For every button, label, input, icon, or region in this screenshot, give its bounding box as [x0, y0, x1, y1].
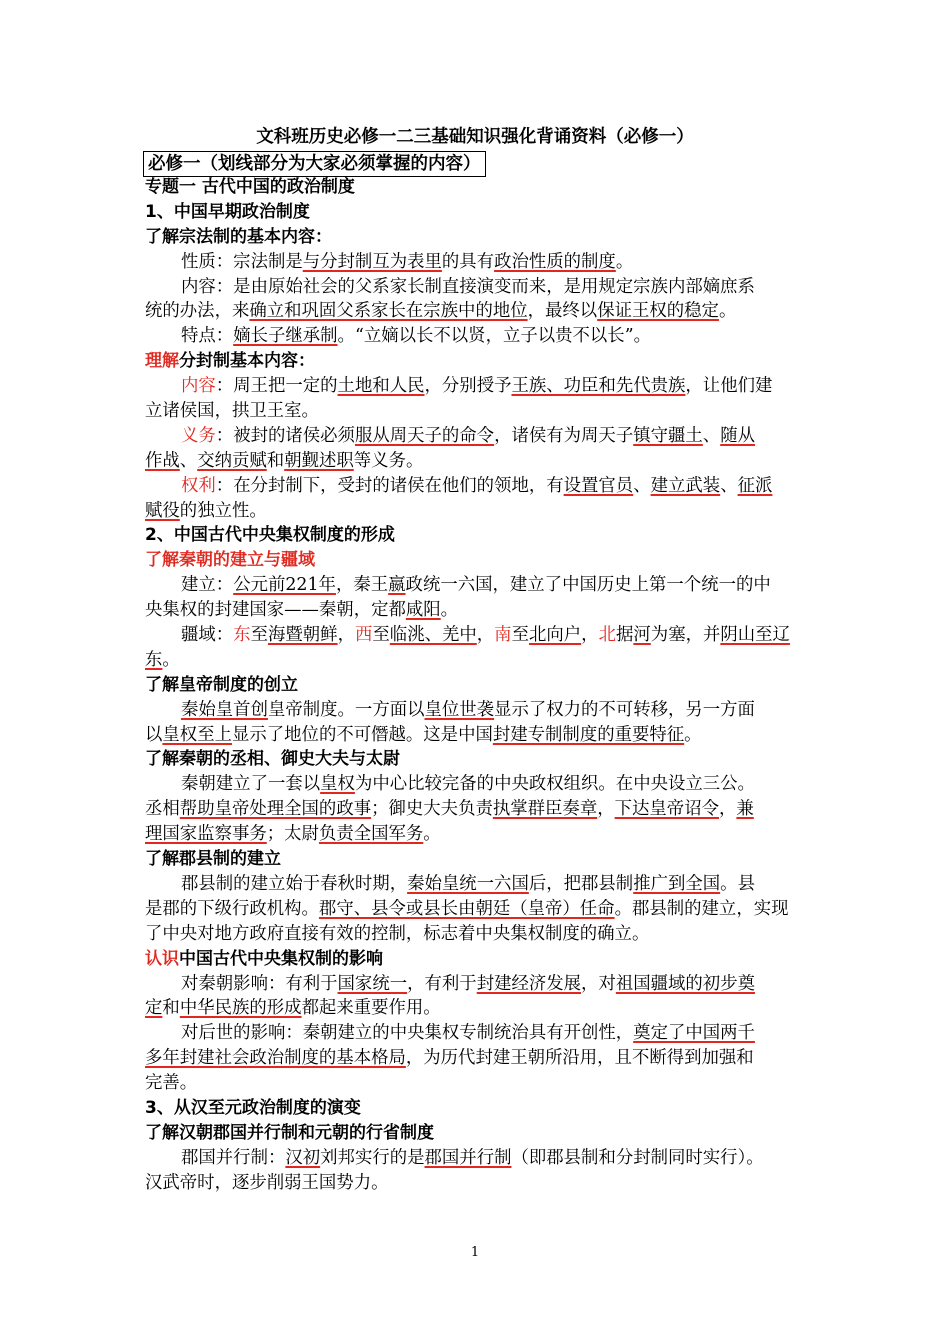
- text-segment: 郡国并行制：: [181, 1147, 286, 1168]
- text-segment: 、: [702, 425, 721, 446]
- section-heading: [145, 200, 810, 225]
- text-segment: 至: [372, 625, 390, 646]
- underlined-key-text: 奠定了中国两千: [633, 1023, 755, 1044]
- text-segment: 、: [633, 475, 651, 496]
- text-line: [145, 1146, 810, 1171]
- section-heading: [145, 175, 810, 200]
- text-segment: 。: [684, 724, 702, 745]
- text-segment: 是郡的下级行政机构。: [145, 898, 319, 919]
- text-segment: 汉武帝时，逐步削弱王国势力。: [145, 1172, 389, 1193]
- underlined-key-text: 皇位世袭: [424, 699, 495, 720]
- text-line: [145, 573, 810, 598]
- text-segment: 政统一六国，建立了中国历史上第一个统一的中: [405, 575, 771, 596]
- text-segment: 专题一 古代中国的政治制度: [145, 177, 355, 197]
- text-segment: 、: [179, 450, 198, 471]
- text-segment: 统的办法，来: [145, 301, 250, 322]
- underlined-key-text: 朝觐述职: [284, 450, 354, 471]
- text-segment: ，最终以: [527, 301, 598, 322]
- text-segment: 。: [615, 251, 634, 272]
- underlined-key-text: 祖国疆域的初步奠: [615, 973, 755, 994]
- text-segment: ，为历代封建王朝所沿用，且不断得到加强和: [405, 1048, 754, 1069]
- underlined-key-text: 设置官员: [563, 475, 634, 496]
- text-segment: 的具有: [441, 251, 495, 272]
- text-segment: 。郡县制的建立，实现: [614, 898, 789, 919]
- text-segment: 后，把郡县制: [528, 873, 634, 894]
- text-segment: 至: [250, 625, 268, 646]
- text-segment: 立诸侯国，拱卫王室。: [145, 401, 319, 422]
- text-segment: 性质：宗法制是: [181, 251, 303, 272]
- red-emphasis-text: 西: [354, 625, 373, 646]
- underlined-key-text: 土地和人民: [337, 376, 425, 397]
- text-segment: 3、从汉至元政治制度的演变: [145, 1097, 361, 1118]
- text-segment: ：在分封制下，受封的诸侯在他们的领地，有: [215, 475, 564, 496]
- text-segment: ，: [718, 799, 737, 820]
- text-line: [145, 1171, 810, 1196]
- text-segment: ；御史大夫负责: [371, 799, 493, 820]
- section-heading: [145, 673, 810, 698]
- underlined-key-text: 作战: [145, 450, 180, 471]
- text-segment: 、: [720, 475, 738, 496]
- underlined-key-text: 镇守疆土: [633, 425, 703, 446]
- text-segment: 刘邦实行的是: [320, 1147, 425, 1168]
- underlined-key-text: 赋役: [145, 500, 180, 521]
- underlined-key-text: 执掌群臣奏章: [492, 799, 598, 820]
- text-segment: 据: [615, 625, 634, 646]
- text-line: [145, 374, 810, 399]
- red-emphasis-text: 认识: [145, 948, 179, 969]
- red-emphasis-text: 义务: [181, 425, 216, 446]
- section-heading: [145, 747, 810, 772]
- text-segment: ；太尉: [266, 824, 319, 845]
- red-emphasis-text: 东: [233, 625, 251, 646]
- text-segment: 了解秦朝的丞相、御史大夫与太尉: [145, 749, 400, 770]
- underlined-key-text: 征派: [737, 475, 773, 496]
- underlined-key-text: 秦始皇统一六国: [407, 873, 529, 894]
- text-segment: 为中心比较完备的中央政权组织。在中央设立三公。: [354, 774, 755, 795]
- underlined-key-text: 政治性质的制度: [494, 251, 616, 272]
- underlined-key-text: 封建专制制度的重要特征: [492, 724, 685, 745]
- text-line: [145, 922, 810, 947]
- underlined-key-text: 定: [145, 998, 163, 1019]
- text-line: [145, 822, 810, 847]
- underlined-key-text: 服从周天子的命令: [354, 425, 495, 446]
- section-heading: [145, 947, 810, 972]
- underlined-key-text: 兼: [736, 799, 754, 820]
- underlined-key-text: 理国家监察事务: [145, 824, 267, 845]
- text-segment: 2、中国古代中央集权制度的形成: [145, 525, 395, 546]
- underlined-key-text: 帮助皇帝处理全国的政事: [179, 799, 372, 820]
- underlined-key-text: 海暨朝鲜: [268, 625, 338, 646]
- text-line: [145, 250, 810, 275]
- text-segment: 建立：: [181, 575, 234, 596]
- text-segment: ，: [337, 625, 355, 646]
- text-segment: 和: [266, 450, 285, 471]
- text-segment: 1、中国早期政治制度: [145, 201, 310, 222]
- text-line: [145, 623, 810, 648]
- underlined-key-text: 随从: [720, 425, 755, 446]
- underlined-key-text: 汉初: [285, 1147, 321, 1168]
- underlined-key-text: 中华民族的形成: [179, 998, 302, 1019]
- underlined-key-text: 皇权: [320, 774, 355, 795]
- section-heading: [145, 349, 810, 374]
- text-line: [145, 299, 810, 324]
- underlined-key-text: 负责全国军务: [318, 824, 424, 845]
- text-segment: 央集权的封建国家——秦朝，定都: [145, 600, 406, 621]
- text-line: [145, 275, 810, 300]
- text-segment: 。: [440, 600, 459, 621]
- underlined-key-text: 公元前221年: [233, 575, 336, 596]
- text-segment: ，分别授予: [424, 376, 512, 397]
- section-heading: [145, 1121, 810, 1146]
- text-line: [145, 897, 810, 922]
- text-segment: 都起来重要作用。: [301, 998, 441, 1019]
- underlined-key-text: 东: [145, 649, 163, 670]
- text-segment: 中国古代中央集权制的影响: [179, 948, 383, 969]
- text-line: [145, 772, 810, 797]
- text-segment: ：被封的诸侯必须: [215, 425, 355, 446]
- text-line: [145, 598, 810, 623]
- text-segment: 郡县制的建立始于春秋时期，: [181, 873, 408, 894]
- text-segment: 和: [162, 998, 180, 1019]
- text-segment: ，诸侯有为周天子: [494, 425, 634, 446]
- underlined-key-text: 嬴: [388, 575, 406, 596]
- text-segment: ：周王把一定的: [215, 376, 338, 397]
- text-segment: 对秦朝影响：有利于: [181, 973, 338, 994]
- text-line: [145, 399, 810, 424]
- text-line: [145, 424, 810, 449]
- text-segment: 了解皇帝制度的创立: [145, 674, 298, 695]
- text-segment: 等义务。: [353, 450, 424, 471]
- underlined-key-text: 推广到全国: [633, 873, 721, 894]
- red-emphasis-text: 南: [494, 625, 512, 646]
- text-segment: 分封制基本内容：: [179, 351, 315, 372]
- text-segment: 至: [511, 625, 529, 646]
- underlined-key-text: 交纳贡赋: [197, 450, 267, 471]
- red-emphasis-text: 权利: [181, 475, 216, 496]
- text-line: [145, 499, 810, 524]
- underlined-key-text: 北向户: [528, 625, 582, 646]
- red-emphasis-text: 了解秦朝的建立与疆域: [145, 550, 315, 571]
- text-line: [145, 1071, 810, 1096]
- text-segment: 了解汉朝郡国并行制和元朝的行省制度: [145, 1122, 434, 1143]
- text-segment: 皇帝制度。一方面以: [267, 699, 425, 720]
- underlined-key-text: 国家统一: [337, 973, 408, 994]
- text-line: [145, 474, 810, 499]
- section-heading: [145, 847, 810, 872]
- section-heading: [145, 523, 810, 548]
- text-segment: 对后世的影响：秦朝建立的中央集权专制统治具有开创性，: [181, 1023, 634, 1044]
- document-title: 文科班历史必修一二三基础知识强化背诵资料（必修一）: [256, 127, 694, 147]
- section-heading: [145, 225, 810, 250]
- text-segment: 疆域：: [181, 625, 234, 646]
- text-line: [145, 449, 810, 474]
- underlined-key-text: 保证王权的稳定: [597, 301, 719, 322]
- text-segment: 完善。: [145, 1073, 198, 1094]
- underlined-key-text: 王族、功臣和先代贵族: [511, 376, 686, 397]
- text-segment: 为塞，并: [650, 625, 721, 646]
- underlined-key-text: 多年封建社会政治制度的基本格局: [145, 1048, 406, 1069]
- text-segment: ，秦王: [335, 575, 389, 596]
- boxed-heading: 必修一（划线部分为大家必须掌握的内容）: [143, 151, 486, 177]
- text-segment: 。: [423, 824, 441, 845]
- underlined-key-text: 临洮、羌中: [389, 625, 477, 646]
- text-segment: 特点：: [181, 326, 234, 347]
- text-segment: ，有利于: [407, 973, 477, 994]
- document-body: [145, 175, 810, 1196]
- text-line: [145, 1021, 810, 1046]
- text-line: [145, 972, 810, 997]
- text-segment: ，: [581, 625, 599, 646]
- text-segment: 秦朝建立了一套以: [181, 774, 321, 795]
- underlined-key-text: 秦始皇首创: [181, 699, 268, 720]
- text-segment: （即郡县制和分封制同时实行）。: [511, 1147, 764, 1168]
- underlined-key-text: 阴山至辽: [720, 625, 790, 646]
- red-emphasis-text: 北: [598, 625, 616, 646]
- underlined-key-text: 确立和巩固父系家长在宗族中的地位: [249, 301, 528, 322]
- text-line: [145, 797, 810, 822]
- text-line: [145, 324, 810, 349]
- red-emphasis-text: 理解: [145, 351, 179, 372]
- text-segment: ，: [476, 625, 495, 646]
- text-segment: ，: [597, 799, 615, 820]
- text-segment: 内容：是由原始社会的父系家长制直接演变而来，是用规定宗族内部嫡庶系: [181, 276, 755, 297]
- section-heading: [145, 1096, 810, 1121]
- underlined-key-text: 建立武装: [650, 475, 721, 496]
- page-number: 1: [470, 1245, 480, 1260]
- underlined-key-text: 嫡长子继承制: [233, 326, 338, 347]
- red-emphasis-text: 内容: [181, 376, 216, 397]
- text-segment: 了中央对地方政府直接有效的控制，标志着中央集权制度的确立。: [145, 923, 650, 944]
- underlined-key-text: 郡国并行制: [424, 1147, 512, 1168]
- text-segment: 。“立嫡以长不以贤，立子以贵不以长”。: [337, 326, 651, 347]
- text-segment: 显示了地位的不可僭越。这是中国: [231, 724, 493, 745]
- text-line: [145, 698, 810, 723]
- text-segment: 丞相: [145, 799, 180, 820]
- underlined-key-text: 与分封制互为表里: [302, 251, 442, 272]
- underlined-key-text: 封建经济发展: [476, 973, 582, 994]
- text-segment: 了解郡县制的建立: [145, 849, 281, 870]
- underlined-key-text: 河: [633, 625, 651, 646]
- underlined-key-text: 下达皇帝诏令: [614, 799, 719, 820]
- text-line: [145, 872, 810, 897]
- underlined-key-text: 咸阳: [405, 600, 441, 621]
- text-segment: 的独立性。: [179, 500, 267, 521]
- text-line: [145, 648, 810, 673]
- text-segment: 以: [145, 724, 163, 745]
- text-segment: 了解宗法制的基本内容：: [145, 226, 332, 247]
- underlined-key-text: 郡守、县令或县长由朝廷（皇帝）任命: [318, 898, 615, 919]
- underlined-key-text: 皇权至上: [162, 724, 232, 745]
- text-line: [145, 1046, 810, 1071]
- text-segment: ，让他们建: [685, 376, 773, 397]
- text-segment: 。: [162, 649, 180, 670]
- text-segment: 。县: [720, 873, 755, 894]
- text-line: [145, 996, 810, 1021]
- text-segment: ，对: [581, 973, 616, 994]
- text-line: [145, 723, 810, 748]
- text-segment: 。: [718, 301, 737, 322]
- section-heading: [145, 548, 810, 573]
- text-segment: 显示了权力的不可转移，另一方面: [494, 699, 755, 720]
